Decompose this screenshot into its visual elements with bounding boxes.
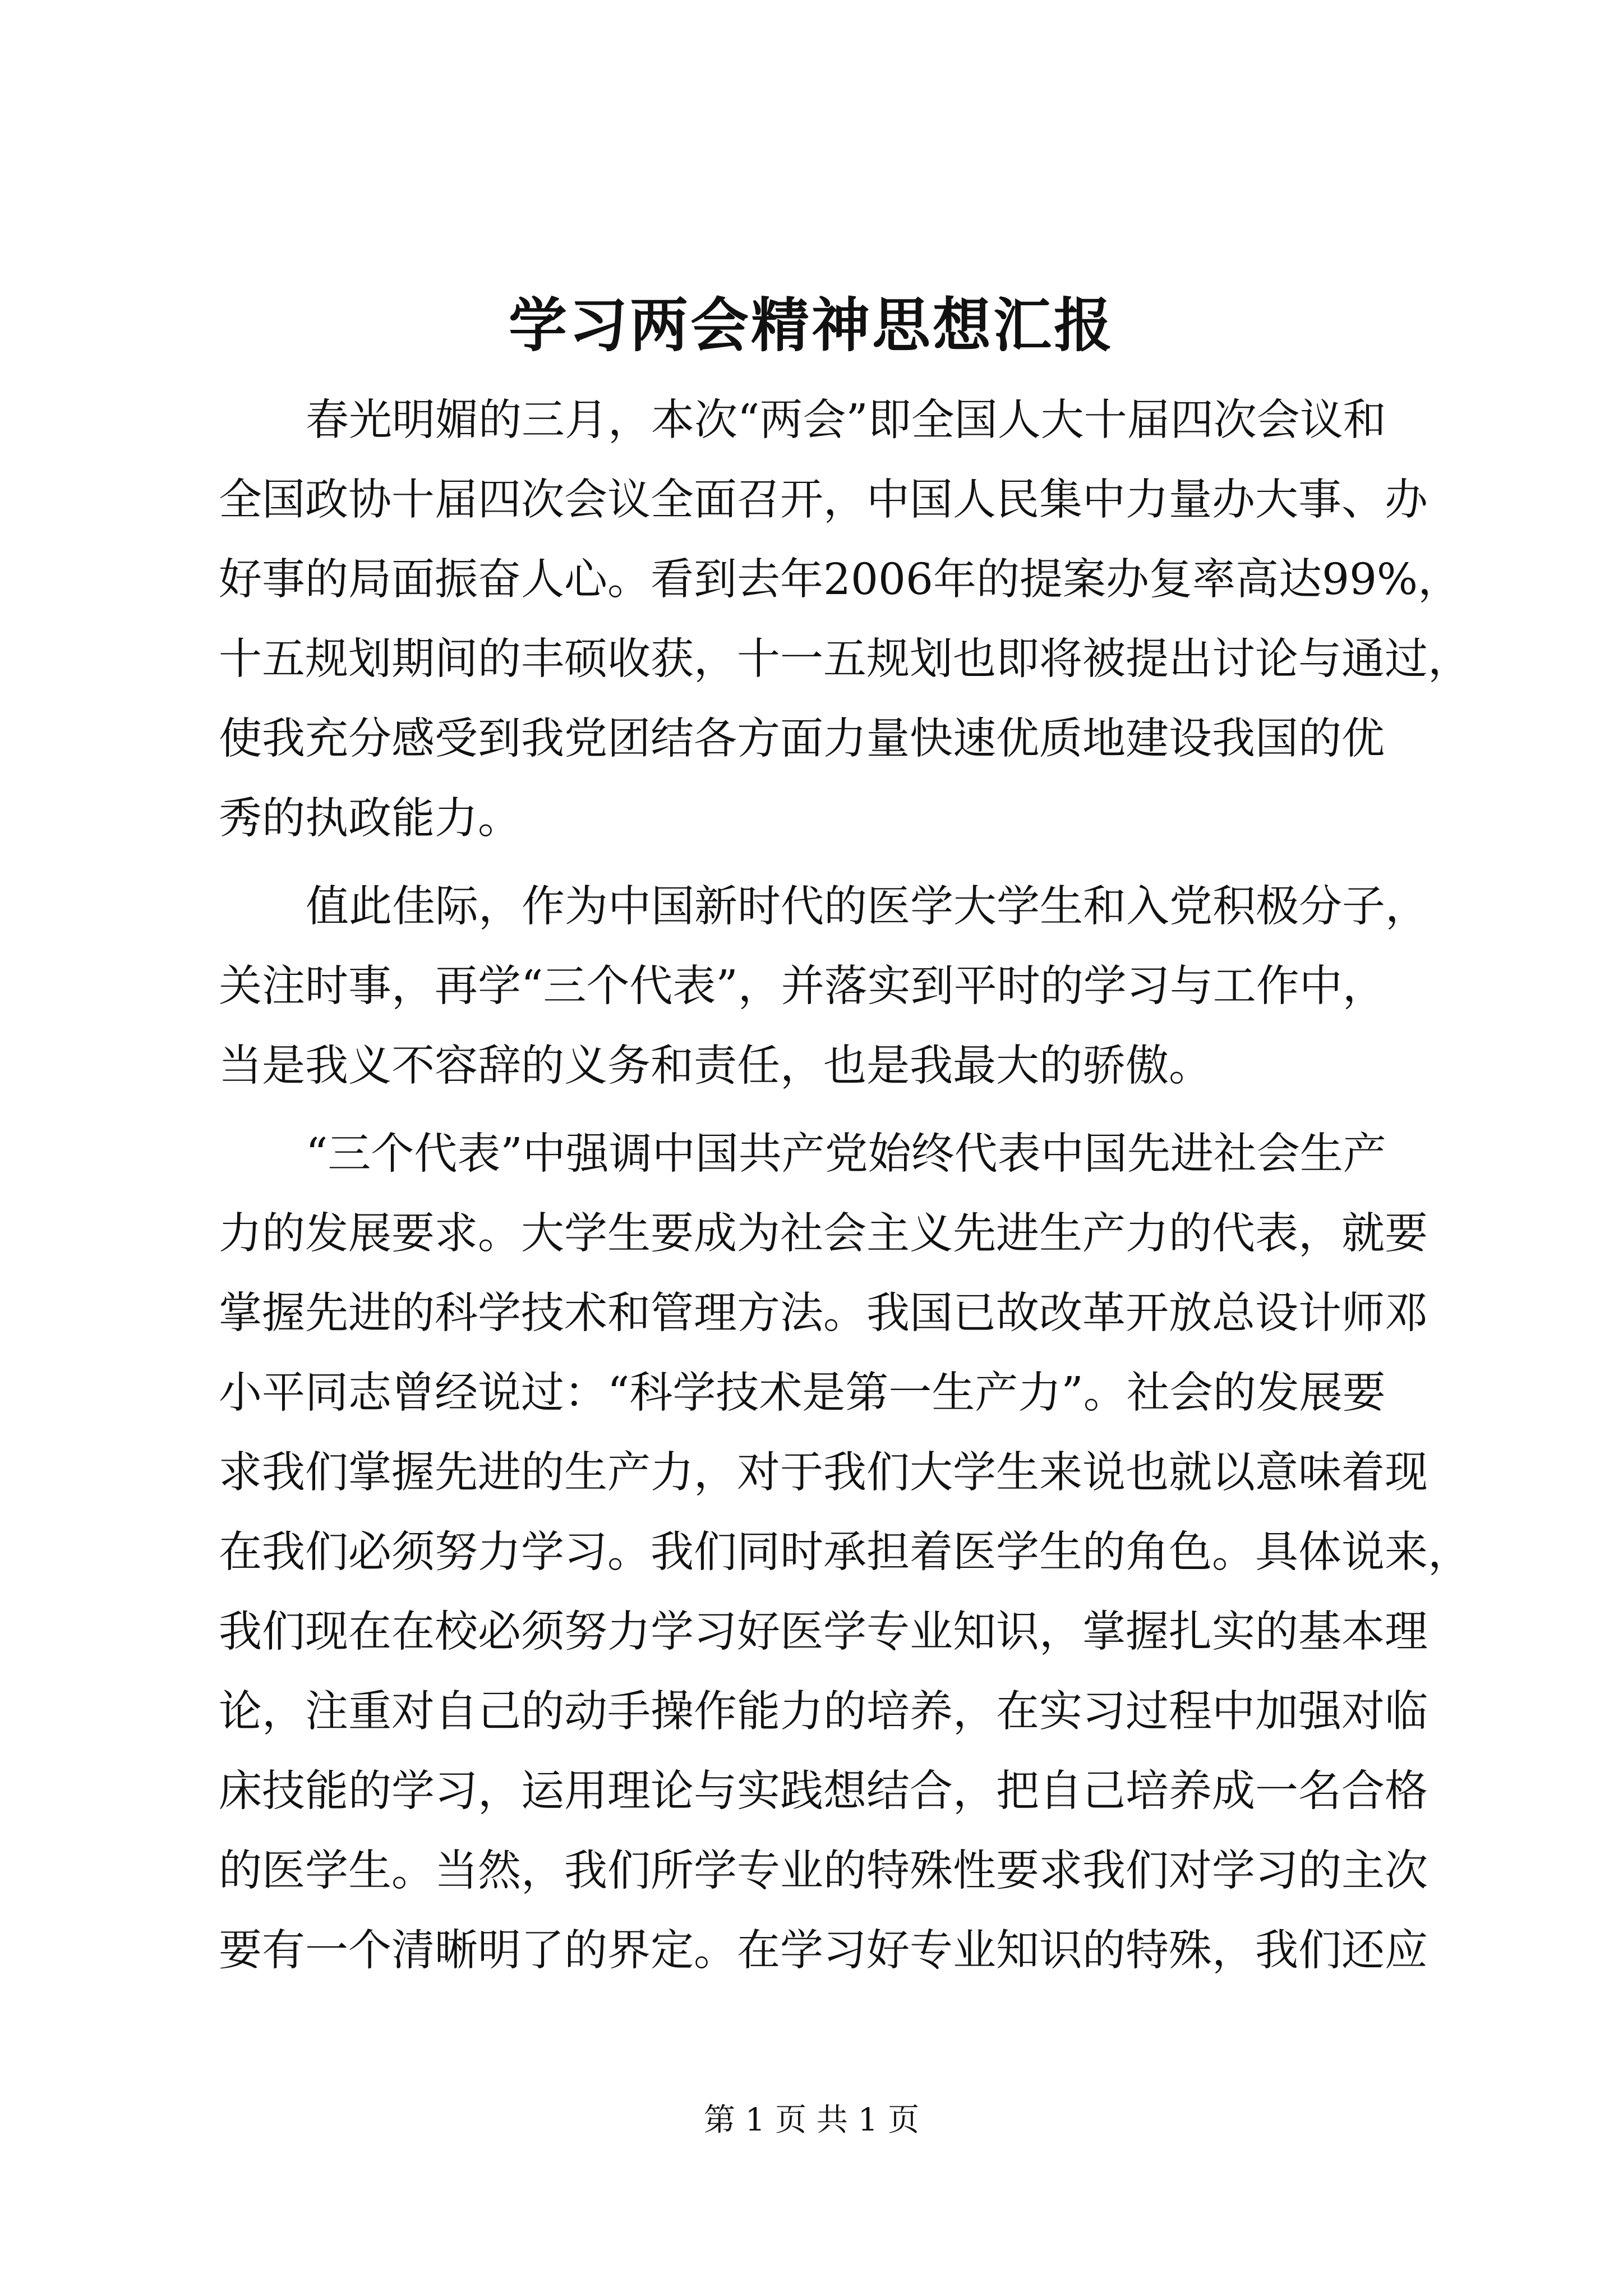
paragraph-line: 小平同志曾经说过：“科学技术是第一生产力”。社会的发展要: [219, 1368, 1386, 1418]
paragraph-line: 当是我义不容辞的义务和责任，也是我最大的骄傲。: [219, 1041, 1212, 1091]
paragraph-line: “三个代表”中强调中国共产党始终代表中国先进社会生产: [306, 1129, 1386, 1179]
paragraph-line: 关注时事，再学“三个代表”，并落实到平时的学习与工作中，: [219, 961, 1386, 1011]
paragraph-line: 使我充分感受到我党团结各方面力量快速优质地建设我国的优: [219, 714, 1385, 764]
paragraph-line: 论，注重对自己的动手操作能力的培养，在实习过程中加强对临: [219, 1687, 1428, 1737]
paragraph-line: 要有一个清晰明了的界定。在学习好专业知识的特殊，我们还应: [219, 1926, 1428, 1976]
paragraph-line: 秀的执政能力。: [219, 794, 521, 844]
paragraph-line: 春光明媚的三月，本次“两会”即全国人大十届四次会议和: [306, 395, 1386, 445]
page-footer: 第 1 页 共 1 页: [703, 2102, 920, 2138]
paragraph-line: 求我们掌握先进的生产力，对于我们大学生来说也就以意味着现: [219, 1448, 1428, 1498]
paragraph-line: 我们现在在校必须努力学习好医学专业知识，掌握扎实的基本理: [219, 1607, 1428, 1657]
paragraph-line: 掌握先进的科学技术和管理方法。我国已故改革开放总设计师邓: [219, 1289, 1428, 1338]
paragraph-line: 全国政协十届四次会议全面召开，中国人民集中力量办大事、办: [219, 475, 1428, 525]
paragraph-line: 十五规划期间的丰硕收获，十一五规划也即将被提出讨论与通过，: [219, 634, 1471, 684]
paragraph-line: 在我们必须努力学习。我们同时承担着医学生的角色。具体说来，: [219, 1527, 1471, 1577]
paragraph-line: 好事的局面振奋人心。看到去年2006年的提案办复率高达99%，: [219, 555, 1461, 605]
paragraph-line: 力的发展要求。大学生要成为社会主义先进生产力的代表，就要: [219, 1209, 1428, 1259]
paragraph-line: 的医学生。当然，我们所学专业的特殊性要求我们对学习的主次: [219, 1846, 1428, 1896]
paragraph-line: 床技能的学习，运用理论与实践想结合，把自己培养成一名合格: [219, 1766, 1428, 1816]
document-title: 学习两会精神思想汇报: [508, 291, 1114, 360]
paragraph-line: 值此佳际，作为中国新时代的医学大学生和入党积极分子，: [306, 882, 1428, 932]
